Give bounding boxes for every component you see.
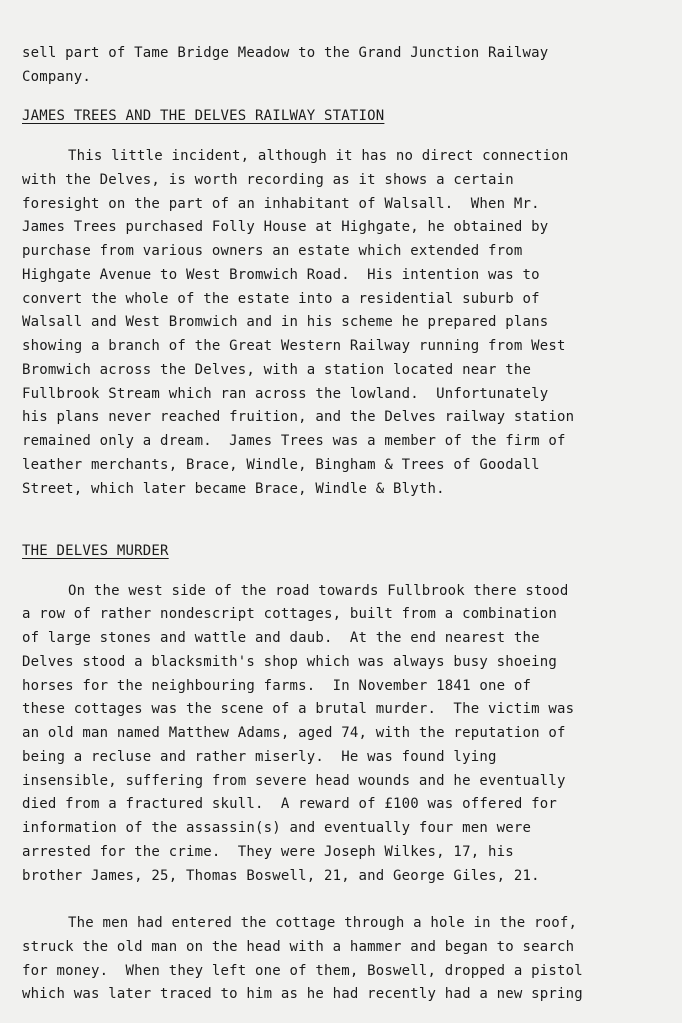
paragraph-line: On the west side of the road towards Fullbrook there stood bbox=[68, 583, 569, 599]
section-heading-railway-station: JAMES TREES AND THE DELVES RAILWAY STATION bbox=[22, 108, 385, 124]
paragraph-line: an old man named Matthew Adams, aged 74, with the reputation of bbox=[22, 725, 566, 741]
paragraph-line: of large stones and wattle and daub. At the end nearest the bbox=[22, 630, 540, 646]
paragraph-line: convert the whole of the estate into a residential suburb of bbox=[22, 291, 540, 307]
paragraph-line: The men had entered the cottage through a hole in the roof, bbox=[68, 915, 578, 931]
paragraph-line: purchase from various owners an estate which extended from bbox=[22, 243, 523, 259]
paragraph-line: arrested for the crime. They were Joseph Wilkes, 17, his bbox=[22, 844, 514, 860]
paragraph-line: Bromwich across the Delves, with a station located near the bbox=[22, 362, 532, 378]
section-heading-delves-murder: THE DELVES MURDER bbox=[22, 543, 169, 559]
paragraph-line: showing a branch of the Great Western Railway running from West bbox=[22, 338, 566, 354]
paragraph-line: being a recluse and rather miserly. He was found lying bbox=[22, 749, 497, 765]
paragraph-line: with the Delves, is worth recording as it shows a certain bbox=[22, 172, 514, 188]
paragraph-line: foresight on the part of an inhabitant of Walsall. When Mr. bbox=[22, 196, 540, 212]
paragraph-line: insensible, suffering from severe head wounds and he eventually bbox=[22, 773, 566, 789]
paragraph-line: which was later traced to him as he had recently had a new spring bbox=[22, 986, 583, 1002]
paragraph-line: died from a fractured skull. A reward of £100 was offered for bbox=[22, 796, 557, 812]
paragraph-line: Highgate Avenue to West Bromwich Road. His intention was to bbox=[22, 267, 540, 283]
paragraph-line: information of the assassin(s) and eventually four men were bbox=[22, 820, 532, 836]
paragraph-line: struck the old man on the head with a hammer and began to search bbox=[22, 939, 575, 955]
intro-line: sell part of Tame Bridge Meadow to the Grand Junction Railway bbox=[22, 45, 549, 61]
intro-line: Company. bbox=[22, 69, 92, 85]
paragraph-line: his plans never reached fruition, and the Delves railway station bbox=[22, 409, 575, 425]
paragraph-line: This little incident, although it has no direct connection bbox=[68, 148, 569, 164]
paragraph-line: leather merchants, Brace, Windle, Bingham & Trees of Goodall bbox=[22, 457, 540, 473]
paragraph-line: horses for the neighbouring farms. In November 1841 one of bbox=[22, 678, 532, 694]
paragraph-line: a row of rather nondescript cottages, built from a combination bbox=[22, 606, 557, 622]
paragraph-line: Fullbrook Stream which ran across the lowland. Unfortunately bbox=[22, 386, 549, 402]
paragraph-line: these cottages was the scene of a brutal murder. The victim was bbox=[22, 701, 575, 717]
paragraph-line: Walsall and West Bromwich and in his scheme he prepared plans bbox=[22, 314, 549, 330]
paragraph-line: Delves stood a blacksmith's shop which was always busy shoeing bbox=[22, 654, 557, 670]
paragraph-line: for money. When they left one of them, Boswell, dropped a pistol bbox=[22, 963, 583, 979]
paragraph-line: remained only a dream. James Trees was a member of the firm of bbox=[22, 433, 566, 449]
paragraph-line: brother James, 25, Thomas Boswell, 21, and George Giles, 21. bbox=[22, 868, 540, 884]
paragraph-line: James Trees purchased Folly House at Highgate, he obtained by bbox=[22, 219, 549, 235]
paragraph-line: Street, which later became Brace, Windle & Blyth. bbox=[22, 481, 445, 497]
